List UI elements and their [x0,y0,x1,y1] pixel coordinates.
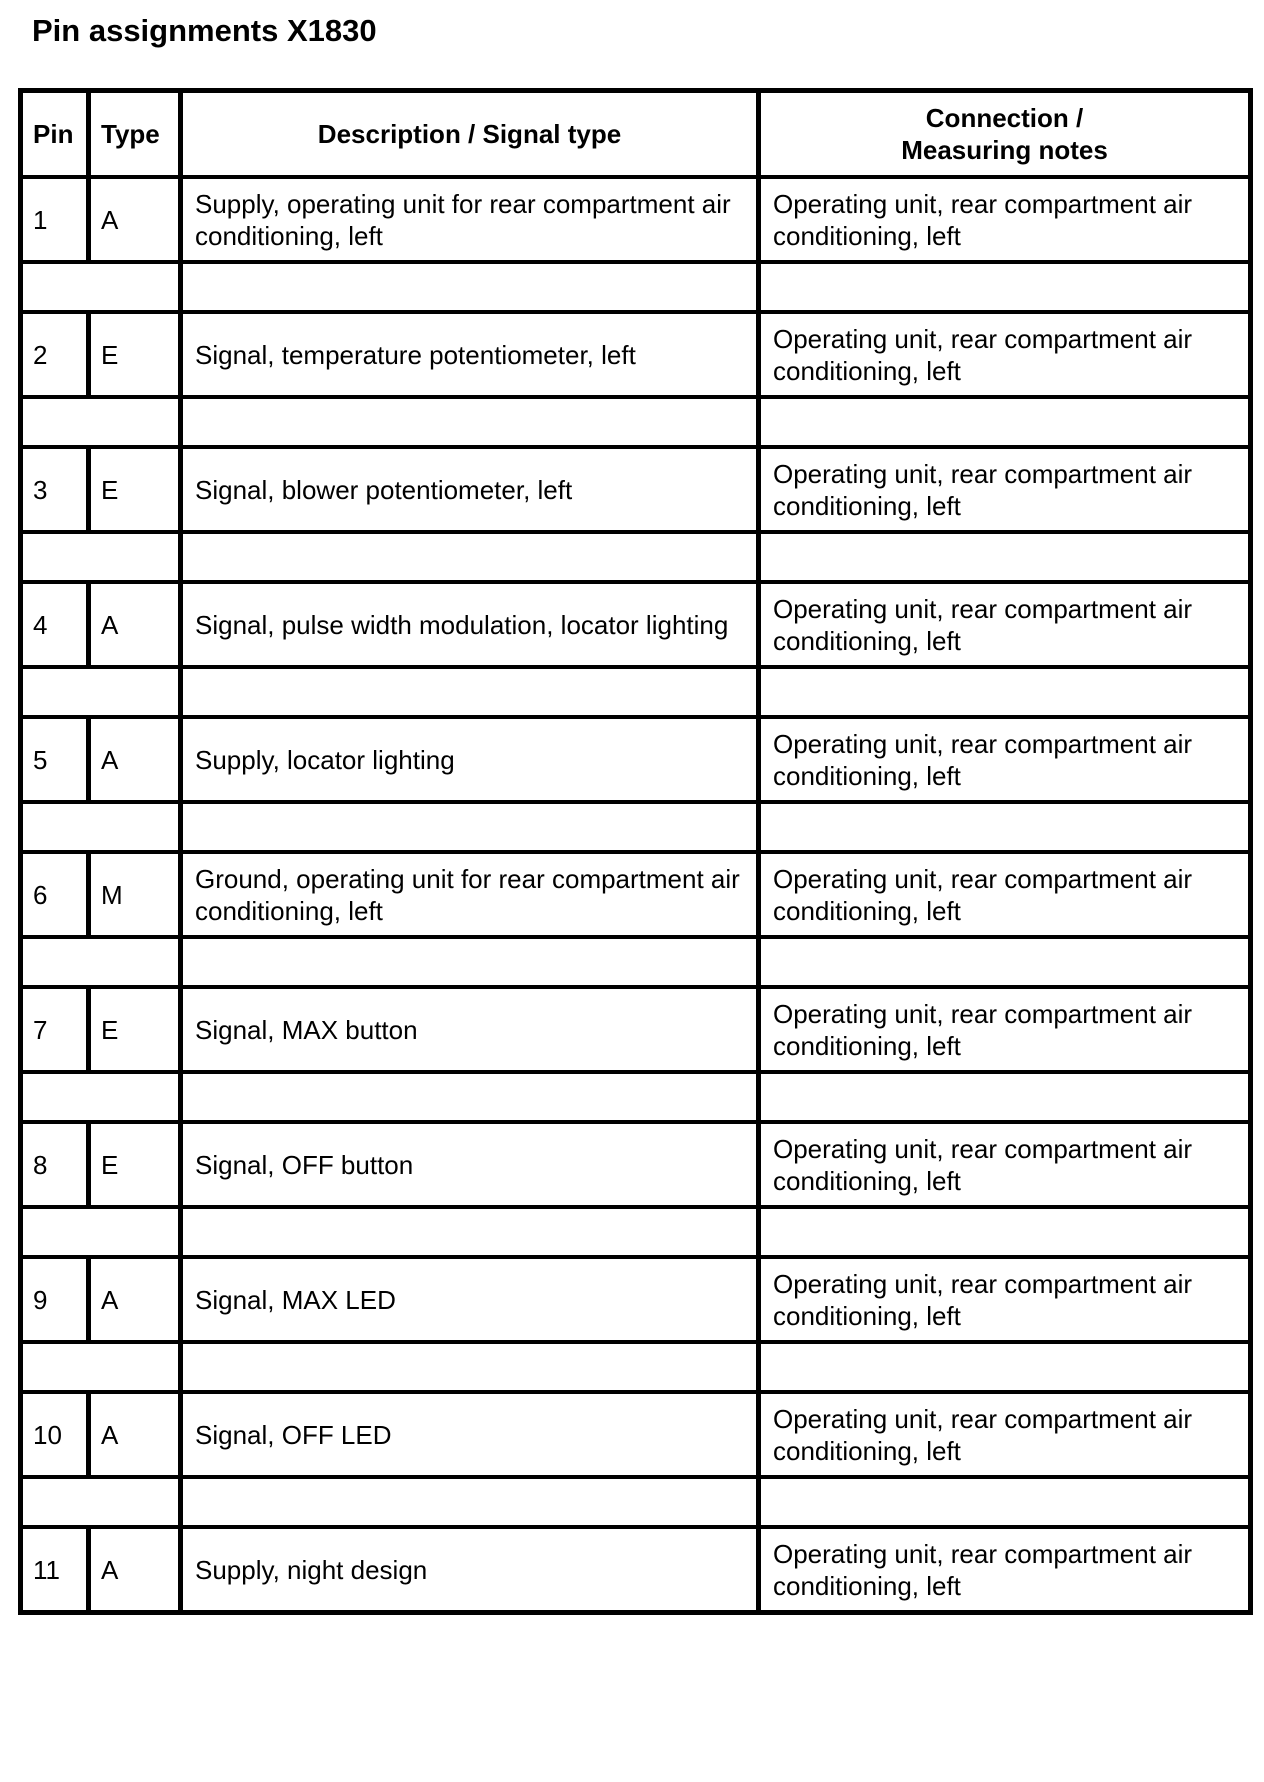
pin-cell: 11 [21,1527,89,1613]
spacer-cell [181,667,759,717]
table-spacer-row [21,1477,1251,1527]
type-cell: E [89,987,181,1072]
pin-cell: 1 [21,177,89,262]
table-row [21,447,1251,532]
table-row [21,177,1251,262]
description-cell: Supply, locator lighting [181,717,759,802]
spacer-cell [21,1477,181,1527]
spacer-cell [759,262,1251,312]
header-type: Type [89,91,181,178]
header-connection-line1: Connection / [925,103,1084,133]
spacer-cell [21,262,181,312]
spacer-cell [21,1072,181,1122]
connection-cell: Operating unit, rear compartment air conditioning, left [759,1392,1251,1477]
type-cell: A [89,582,181,667]
spacer-cell [759,1477,1251,1527]
connection-cell: Operating unit, rear compartment air conditioning, left [759,1527,1251,1613]
table-spacer-row [21,937,1251,987]
pin-cell: 8 [21,1122,89,1207]
type-cell: A [89,177,181,262]
connection-cell: Operating unit, rear compartment air conditioning, left [759,852,1251,937]
connection-cell: Operating unit, rear compartment air conditioning, left [759,177,1251,262]
description-cell: Signal, pulse width modulation, locator lighting [181,582,759,667]
pin-cell: 5 [21,717,89,802]
spacer-cell [181,802,759,852]
description-cell: Signal, blower potentiometer, left [181,447,759,532]
spacer-cell [759,1072,1251,1122]
description-cell: Signal, MAX LED [181,1257,759,1342]
table-spacer-row [21,397,1251,447]
spacer-cell [181,1207,759,1257]
header-connection-line2: Measuring notes [901,135,1108,165]
table-header-row [21,91,1251,178]
spacer-cell [21,937,181,987]
description-cell: Signal, OFF button [181,1122,759,1207]
table-spacer-row [21,532,1251,582]
table-spacer-row [21,262,1251,312]
connection-cell: Operating unit, rear compartment air conditioning, left [759,717,1251,802]
spacer-cell [759,1342,1251,1392]
spacer-cell [21,1342,181,1392]
spacer-cell [181,397,759,447]
connection-cell: Operating unit, rear compartment air conditioning, left [759,447,1251,532]
table-spacer-row [21,1207,1251,1257]
connection-cell: Operating unit, rear compartment air conditioning, left [759,312,1251,397]
type-cell: A [89,1392,181,1477]
pin-assignment-table [18,88,1253,1615]
spacer-cell [21,802,181,852]
spacer-cell [181,1342,759,1392]
table-row [21,312,1251,397]
connection-cell: Operating unit, rear compartment air conditioning, left [759,987,1251,1072]
table-row [21,582,1251,667]
type-cell: A [89,1257,181,1342]
table-row [21,1122,1251,1207]
spacer-cell [759,937,1251,987]
description-cell: Signal, MAX button [181,987,759,1072]
spacer-cell [21,667,181,717]
table-row [21,1392,1251,1477]
pin-cell: 7 [21,987,89,1072]
table-spacer-row [21,1342,1251,1392]
spacer-cell [759,667,1251,717]
type-cell: E [89,1122,181,1207]
table-row [21,717,1251,802]
table-row [21,852,1251,937]
header-pin: Pin [21,91,89,178]
type-cell: A [89,717,181,802]
connection-cell: Operating unit, rear compartment air conditioning, left [759,1122,1251,1207]
type-cell: E [89,312,181,397]
table-spacer-row [21,802,1251,852]
spacer-cell [181,937,759,987]
description-cell: Signal, OFF LED [181,1392,759,1477]
table-body [21,177,1251,1613]
connection-cell: Operating unit, rear compartment air conditioning, left [759,1257,1251,1342]
spacer-cell [759,1207,1251,1257]
connection-cell: Operating unit, rear compartment air conditioning, left [759,582,1251,667]
spacer-cell [759,802,1251,852]
table-row [21,987,1251,1072]
spacer-cell [181,1072,759,1122]
spacer-cell [759,532,1251,582]
pin-cell: 9 [21,1257,89,1342]
table-row [21,1527,1251,1613]
table-spacer-row [21,667,1251,717]
spacer-cell [21,1207,181,1257]
spacer-cell [181,532,759,582]
pin-cell: 4 [21,582,89,667]
pin-cell: 6 [21,852,89,937]
pin-cell: 2 [21,312,89,397]
spacer-cell [21,532,181,582]
table-row [21,1257,1251,1342]
type-cell: E [89,447,181,532]
spacer-cell [181,1477,759,1527]
spacer-cell [759,397,1251,447]
table-spacer-row [21,1072,1251,1122]
description-cell: Supply, night design [181,1527,759,1613]
pin-cell: 3 [21,447,89,532]
spacer-cell [21,397,181,447]
pin-cell: 10 [21,1392,89,1477]
header-description: Description / Signal type [181,91,759,178]
description-cell: Supply, operating unit for rear compartment air conditioning, left [181,177,759,262]
header-connection [759,91,1251,178]
description-cell: Ground, operating unit for rear compartment air conditioning, left [181,852,759,937]
type-cell: A [89,1527,181,1613]
description-cell: Signal, temperature potentiometer, left [181,312,759,397]
spacer-cell [181,262,759,312]
type-cell: M [89,852,181,937]
page-title: Pin assignments X1830 [32,13,377,48]
